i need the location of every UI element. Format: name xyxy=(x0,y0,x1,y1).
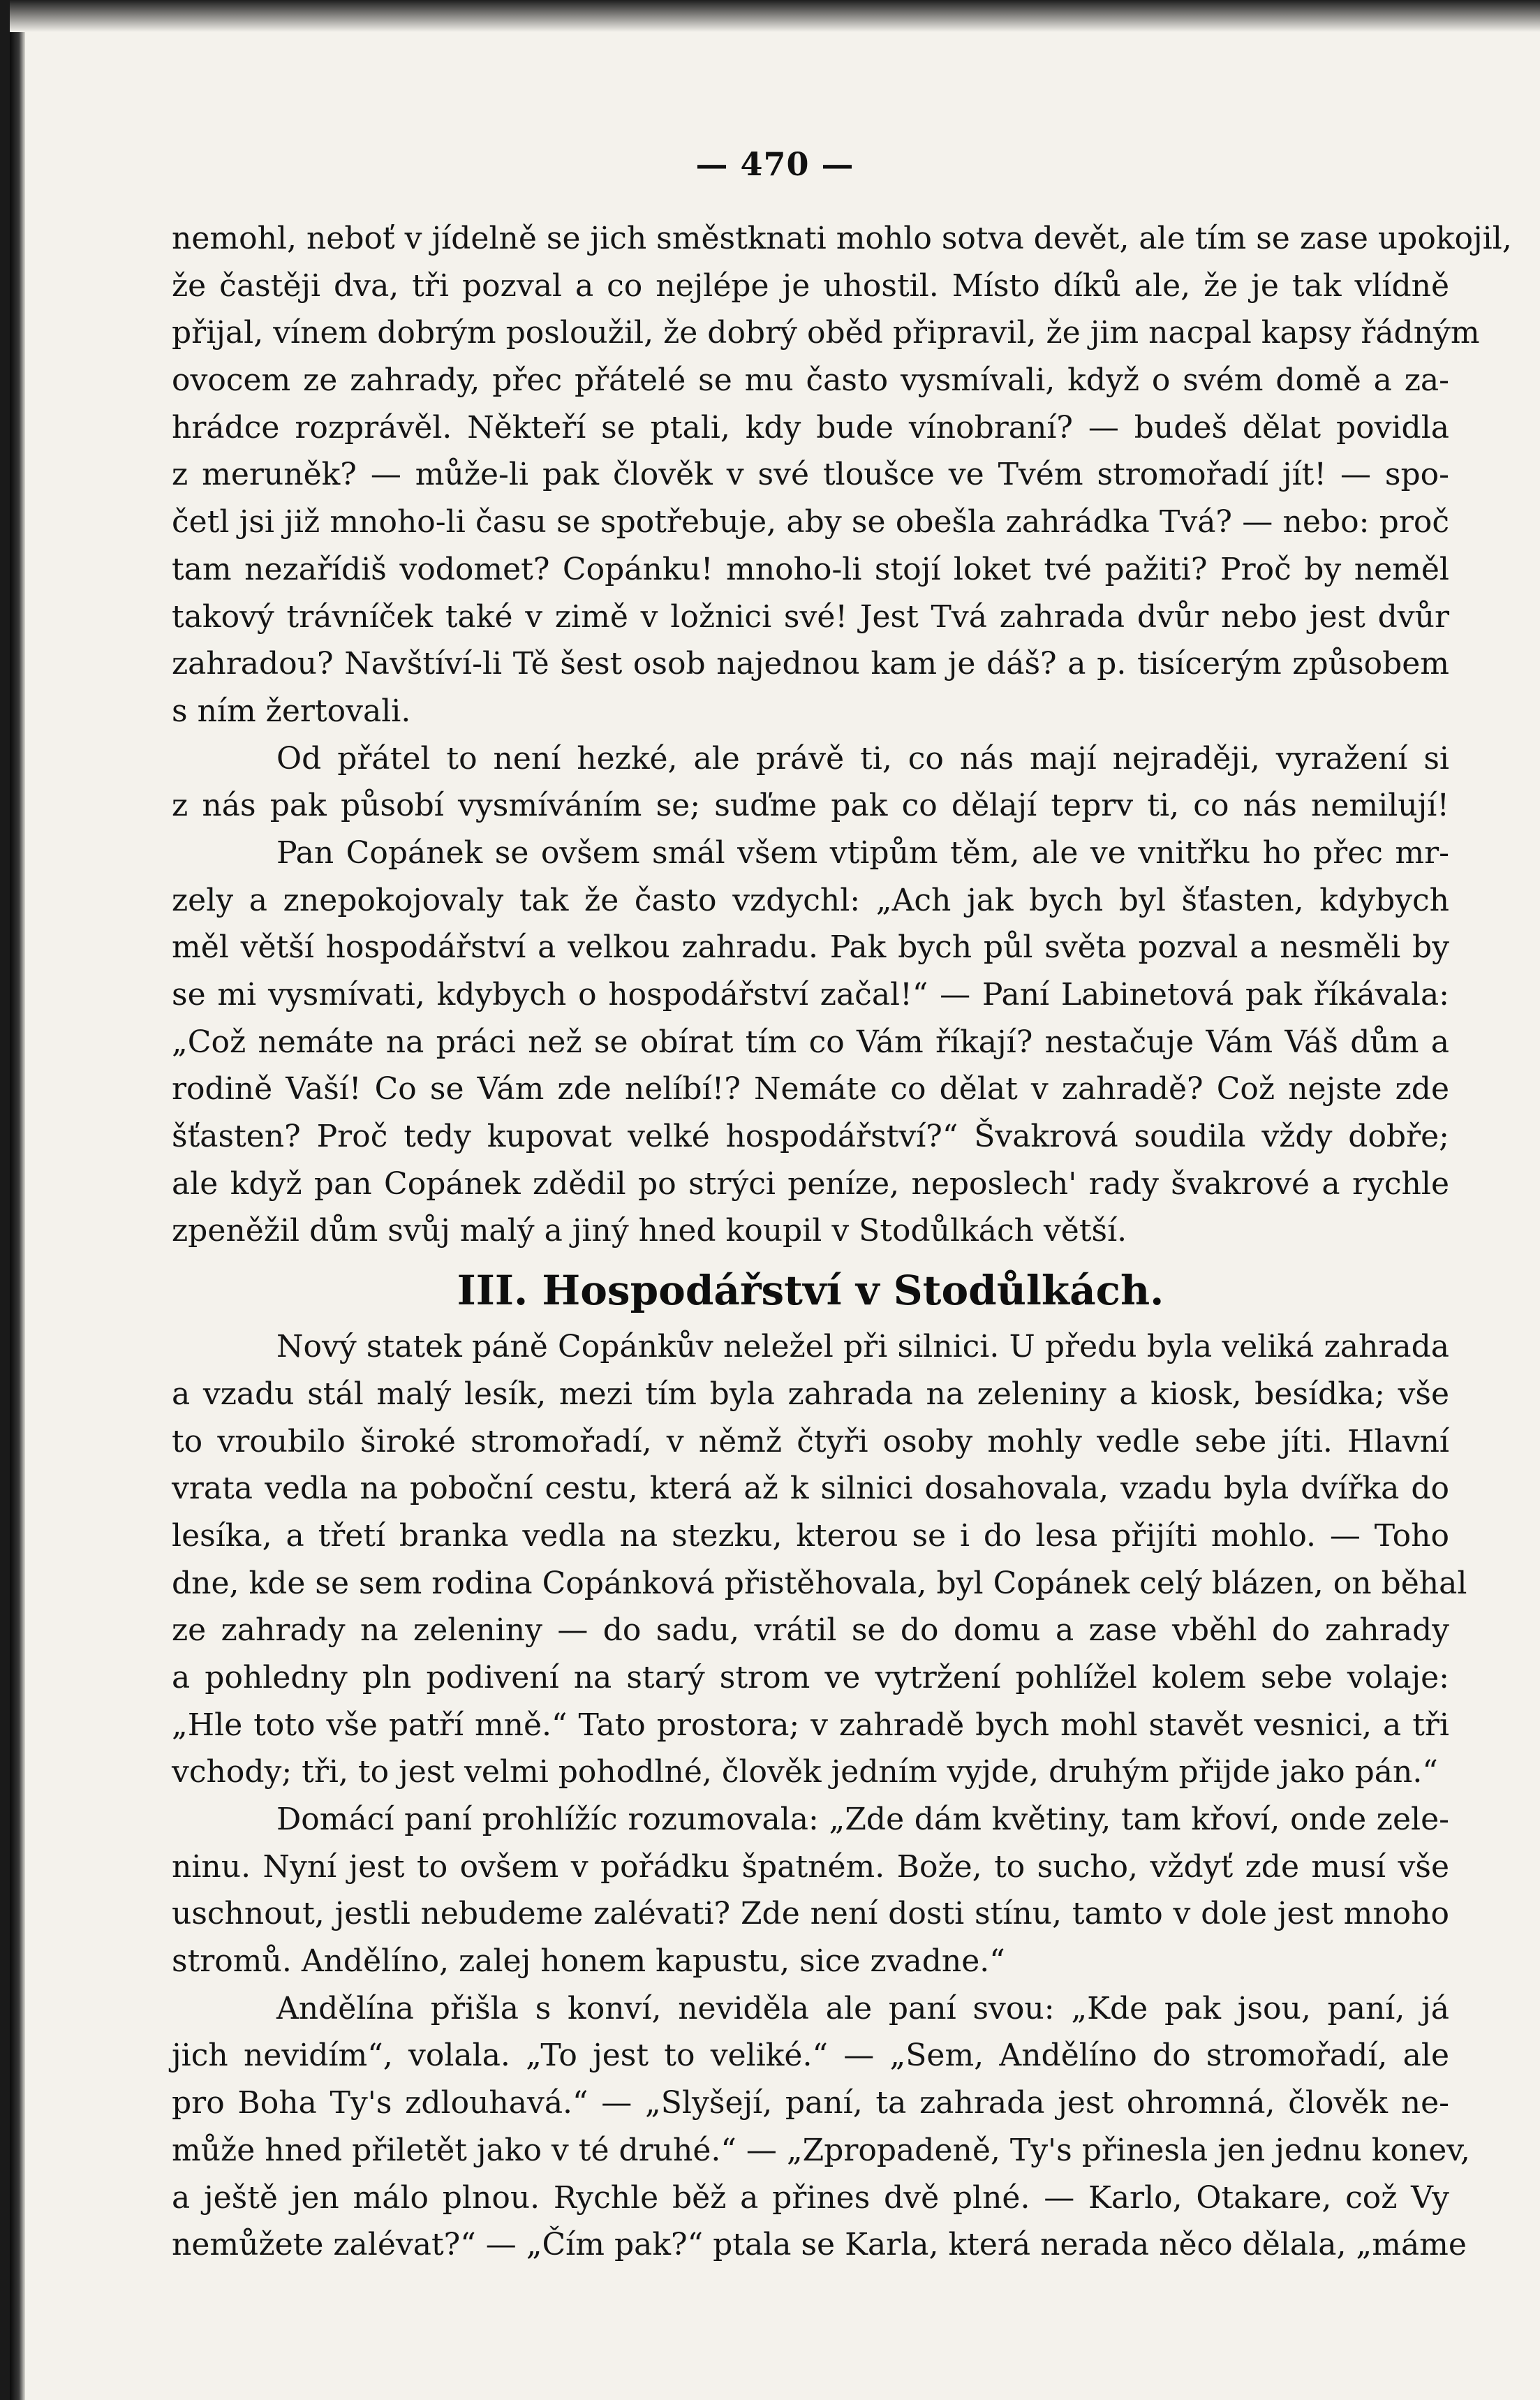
book-binding-edge xyxy=(10,0,25,2400)
page-top-shadow xyxy=(10,0,1540,32)
text-line: stromů. Andělíno, zalej honem kapustu, sice zvadne.“ xyxy=(172,1943,1005,1980)
text-line: zpeněžil dům svůj malý a jiný hned koupil v Stodůlkách větší. xyxy=(172,1213,1127,1249)
text-line: četl jsi již mnoho-li času se spotřebuje, aby se obešla zahrádka Tvá? — nebo: proč xyxy=(172,504,1449,540)
text-line: tam nezařídiš vodomet? Copánku! mnoho-li stojí loket tvé pažiti? Proč by neměl xyxy=(172,551,1449,587)
chapter-heading: III. Hospodářství v Stodůlkách. xyxy=(457,1267,1164,1315)
text-line: měl větší hospodářství a velkou zahradu. Pak bych půl světa pozval a nesměli by xyxy=(172,929,1449,966)
page-number: — 470 — xyxy=(695,145,854,183)
text-line: zely a znepokojovaly tak že často vzdychl: „Ach jak bych byl šťasten, kdybych xyxy=(172,882,1449,918)
book-page xyxy=(10,0,1540,2400)
text-line: uschnout, jestli nebudeme zalévati? Zde není dosti stínu, tamto v dole jest mnoho xyxy=(172,1896,1449,1932)
text-line: pro Boha Ty's zdlouhavá.“ — „Slyšejí, paní, ta zahrada jest ohromná, člověk ne- xyxy=(172,2085,1449,2121)
text-line: to vroubilo široké stromořadí, v němž čtyři osoby mohly vedle sebe jíti. Hlavní xyxy=(172,1423,1449,1459)
text-line: že častěji dva, tři pozval a co nejlépe je uhostil. Místo díků ale, že je tak vlídně xyxy=(172,267,1449,304)
text-line: a vzadu stál malý lesík, mezi tím byla zahrada na zeleniny a kiosk, besídka; vše xyxy=(172,1376,1449,1412)
text-line: vrata vedla na poboční cestu, která až k silnici dosahovala, vzadu byla dvířka do xyxy=(172,1471,1449,1507)
text-line: ninu. Nyní jest to ovšem v pořádku špatném. Bože, to sucho, vždyť zde musí vše xyxy=(172,1848,1449,1885)
text-line: Domácí paní prohlížíc rozumovala: „Zde dám květiny, tam křoví, onde zele- xyxy=(276,1802,1449,1837)
text-line: zahradou? Navštíví-li Tě šest osob najednou kam je dáš? a p. tisícerým způsobem xyxy=(172,646,1449,682)
text-line: vchody; tři, to jest velmi pohodlné, člověk jedním vyjde, druhým přijde jako pán.“ xyxy=(172,1754,1438,1790)
text-line: nemohl, neboť v jídelně se jich směstknati mohlo sotva devět, ale tím se zase upokojil, xyxy=(172,221,1512,256)
text-line: takový trávníček také v zimě v ložnici své! Jest Tvá zahrada dvůr nebo jest dvůr xyxy=(172,598,1449,635)
text-line: ze zahrady na zeleniny — do sadu, vrátil se do domu a zase vběhl do zahrady xyxy=(172,1612,1449,1649)
text-line: Andělína přišla s konví, neviděla ale paní svou: „Kde pak jsou, paní, já xyxy=(276,1990,1449,2026)
text-line: z nás pak působí vysmíváním se; suďme pak co dělají teprv ti, co nás nemilují! xyxy=(172,788,1449,824)
text-line: hrádce rozprávěl. Někteří se ptali, kdy bude vínobraní? — budeš dělat povidla xyxy=(172,409,1449,446)
text-line: a ještě jen málo plnou. Rychle běž a přines dvě plné. — Karlo, Otakare, což Vy xyxy=(172,2179,1449,2216)
body-text xyxy=(172,215,1512,2269)
text-line: z meruněk? — může-li pak člověk v své tloušce ve Tvém stromořadí jít! — spo- xyxy=(172,457,1449,493)
text-line: Od přátel to není hezké, ale právě ti, co nás mají nejraději, vyražení si xyxy=(276,740,1449,776)
text-line: jich nevidím“, volala. „To jest to veliké.“ — „Sem, Andělíno do stromořadí, ale xyxy=(172,2038,1449,2074)
text-line: rodině Vaší! Co se Vám zde nelíbí!? Nemáte co dělat v zahradě? Což nejste zde xyxy=(172,1071,1449,1107)
text-line: dne, kde se sem rodina Copánková přistěhovala, byl Copánek celý blázen, on běhal xyxy=(172,1565,1467,1601)
text-line: může hned přiletět jako v té druhé.“ — „Zpropadeně, Ty's přinesla jen jednu konev, xyxy=(172,2132,1470,2168)
text-line: „Což nemáte na práci než se obírat tím co Vám říkají? nestačuje Vám Váš dům a xyxy=(172,1024,1449,1060)
text-line: se mi vysmívati, kdybych o hospodářství začal!“ — Paní Labinetová pak říkávala: xyxy=(172,977,1449,1013)
text-line: ovocem ze zahrady, přec přátelé se mu často vysmívali, když o svém domě a za- xyxy=(172,362,1449,399)
text-line: přijal, vínem dobrým posloužil, že dobrý oběd připravil, že jim nacpal kapsy řádným xyxy=(172,315,1480,351)
text-line: nemůžete zalévat?“ — „Čím pak?“ ptala se Karla, která nerada něco dělala, „máme xyxy=(172,2227,1467,2263)
text-line: Pan Copánek se ovšem smál všem vtipům těm, ale ve vnitřku ho přec mr- xyxy=(276,834,1449,871)
text-line: s ním žertovali. xyxy=(172,693,411,729)
text-line: ale když pan Copánek zdědil po strýci peníze, neposlech' rady švakrové a rychle xyxy=(172,1165,1449,1202)
text-line: šťasten? Proč tedy kupovat velké hospodářství?“ Švakrová soudila vždy dobře; xyxy=(172,1119,1449,1155)
text-line: a pohledny pln podivení na starý strom ve vytržení pohlížel kolem sebe volaje: xyxy=(172,1659,1449,1695)
text-line: lesíka, a třetí branka vedla na stezku, kterou se i do lesa přijíti mohlo. — Toho xyxy=(172,1517,1449,1554)
text-line: Nový statek páně Copánkův neležel při silnici. U předu byla veliká zahrada xyxy=(276,1329,1449,1365)
text-line: „Hle toto vše patří mně.“ Tato prostora; v zahradě bych mohl stavět vesnici, a tři xyxy=(172,1707,1449,1743)
